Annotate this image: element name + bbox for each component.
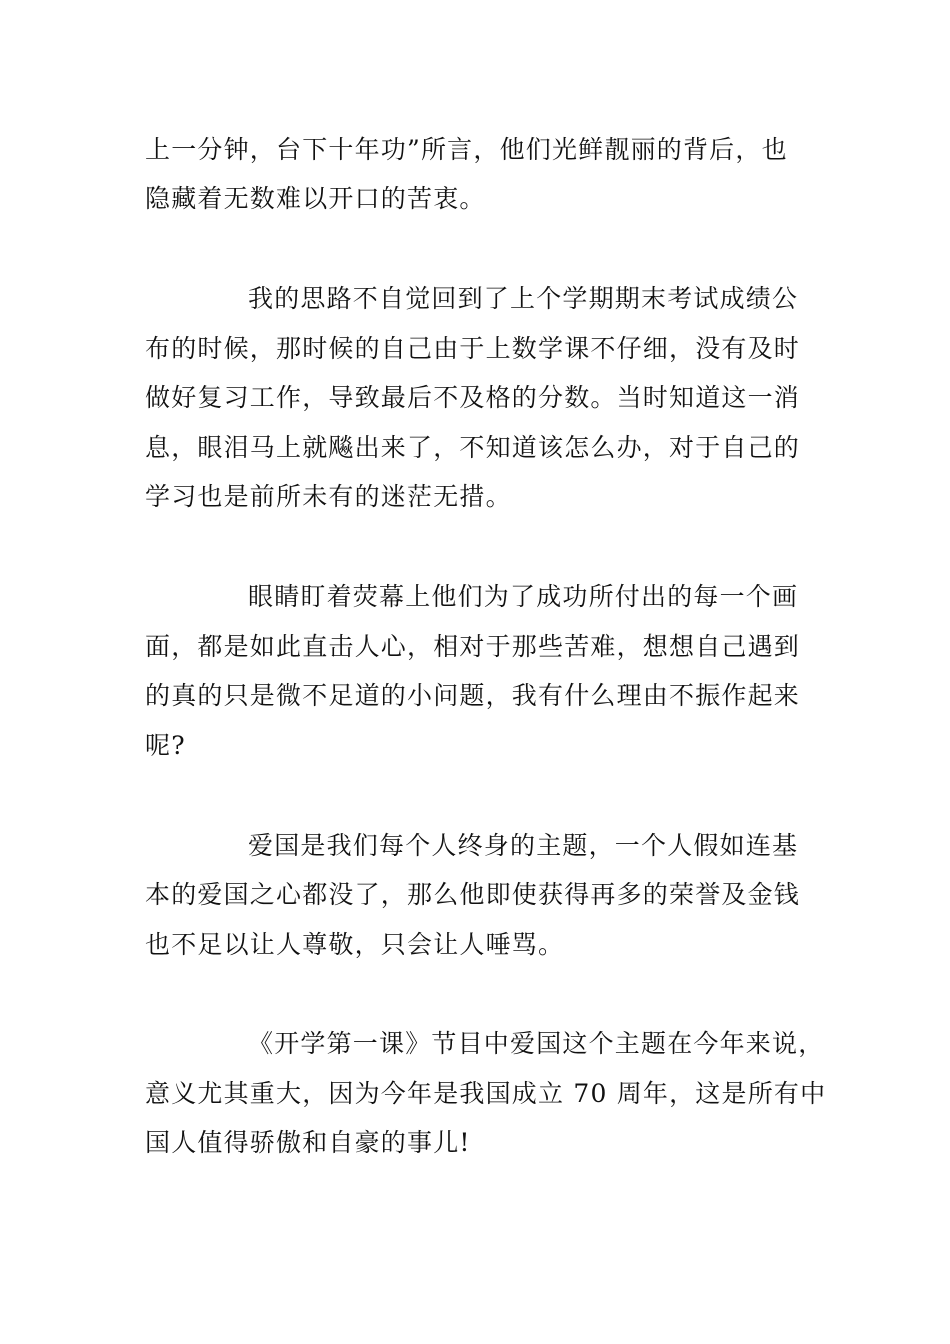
text-line: 面，都是如此直击人心，相对于那些苦难，想想自己遇到 (145, 632, 801, 661)
text-line: 呢? (145, 731, 186, 760)
text-line: 眼睛盯着荧幕上他们为了成功所付出的每一个画 (248, 582, 799, 611)
text-line: 息，眼泪马上就飚出来了，不知道该怎么办，对于自己的 (145, 433, 801, 462)
text-line: 《开学第一课》节目中爱国这个主题在今年来说， (248, 1029, 825, 1058)
text-line: 意义尤其重大，因为今年是我国成立 70 周年，这是所有中 (145, 1079, 827, 1108)
text-line: 本的爱国之心都没了，那么他即使获得再多的荣誉及金钱 (145, 880, 801, 909)
text-line: 爱国是我们每个人终身的主题，一个人假如连基 (248, 831, 799, 860)
text-line: 我的思路不自觉回到了上个学期期末考试成绩公 (248, 284, 799, 313)
text-line: 的真的只是微不足道的小问题，我有什么理由不振作起来 (145, 681, 801, 710)
text-line: 学习也是前所未有的迷茫无措。 (145, 482, 512, 511)
text-line: 做好复习工作，导致最后不及格的分数。当时知道这一消 (145, 383, 801, 412)
text-line: 隐藏着无数难以开口的苦衷。 (145, 184, 486, 213)
text-line: 国人值得骄傲和自豪的事儿! (145, 1128, 471, 1157)
text-line: 上一分钟，台下十年功”所言，他们光鲜靓丽的背后，也 (145, 135, 788, 164)
text-line: 也不足以让人尊敬，只会让人唾骂。 (145, 930, 565, 959)
text-line: 布的时候，那时候的自己由于上数学课不仔细，没有及时 (145, 334, 801, 363)
